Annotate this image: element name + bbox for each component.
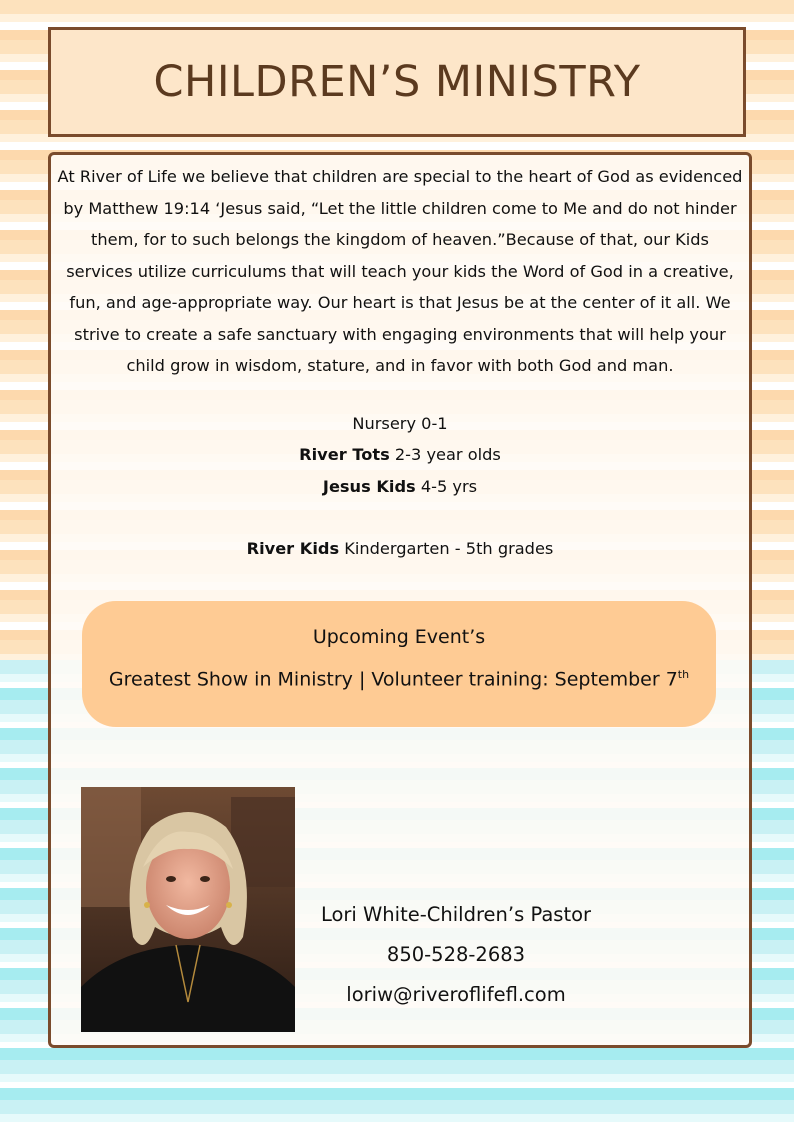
pastor-photo — [81, 787, 295, 1032]
event-line: Greatest Show in Ministry | Volunteer training: September 7 — [108, 668, 678, 691]
contact-name: Lori White-Children’s Pastor — [320, 903, 592, 926]
intro-paragraph: At River of Life we believe that children are special to the heart of God as evidenced by Matthew 19:14 ‘Jesus said, “Let the little children come to Me and do not hinder them, for to such belongs the kingdom of heaven.”Because of that, our Kids services utilize curriculums that will teach your kids the Word of God in a creative, fun, and age-appropriate way. Our heart is that Jesus be at the center of it all. We strive to create a safe sanctuary with engaging environments that will help your child grow in wisdom, stature, and in favor with both God and man. — [57, 167, 743, 375]
portrait-image — [81, 787, 295, 1032]
content-card — [48, 152, 752, 1048]
class-item-nursery — [51, 408, 749, 440]
contact-phone[interactable]: 850-528-2683 — [386, 943, 526, 966]
class-detail: 2-3 year olds — [389, 445, 501, 464]
class-item-river-tots — [51, 439, 749, 471]
class-name: River Kids — [246, 539, 340, 558]
class-name: Jesus Kids — [322, 476, 416, 496]
contact-email[interactable]: loriw@riveroflifefl.com — [346, 983, 566, 1006]
class-item-river-kids — [51, 533, 749, 565]
class-detail: Kindergarten - 5th grades — [339, 539, 554, 558]
upcoming-event-box — [82, 601, 716, 727]
event-superscript: th — [677, 668, 690, 681]
class-item-jesus-kids — [51, 471, 749, 503]
page-title: CHILDREN’S MINISTRY — [153, 57, 641, 107]
contact-block — [301, 895, 611, 1015]
class-detail: 4-5 yrs — [415, 476, 478, 496]
class-detail: Nursery 0-1 — [352, 413, 448, 433]
class-name: River Tots — [299, 445, 390, 464]
title-banner — [48, 27, 746, 137]
event-details — [82, 661, 716, 693]
event-heading: Upcoming Event’s — [312, 626, 486, 648]
class-list — [51, 408, 749, 565]
